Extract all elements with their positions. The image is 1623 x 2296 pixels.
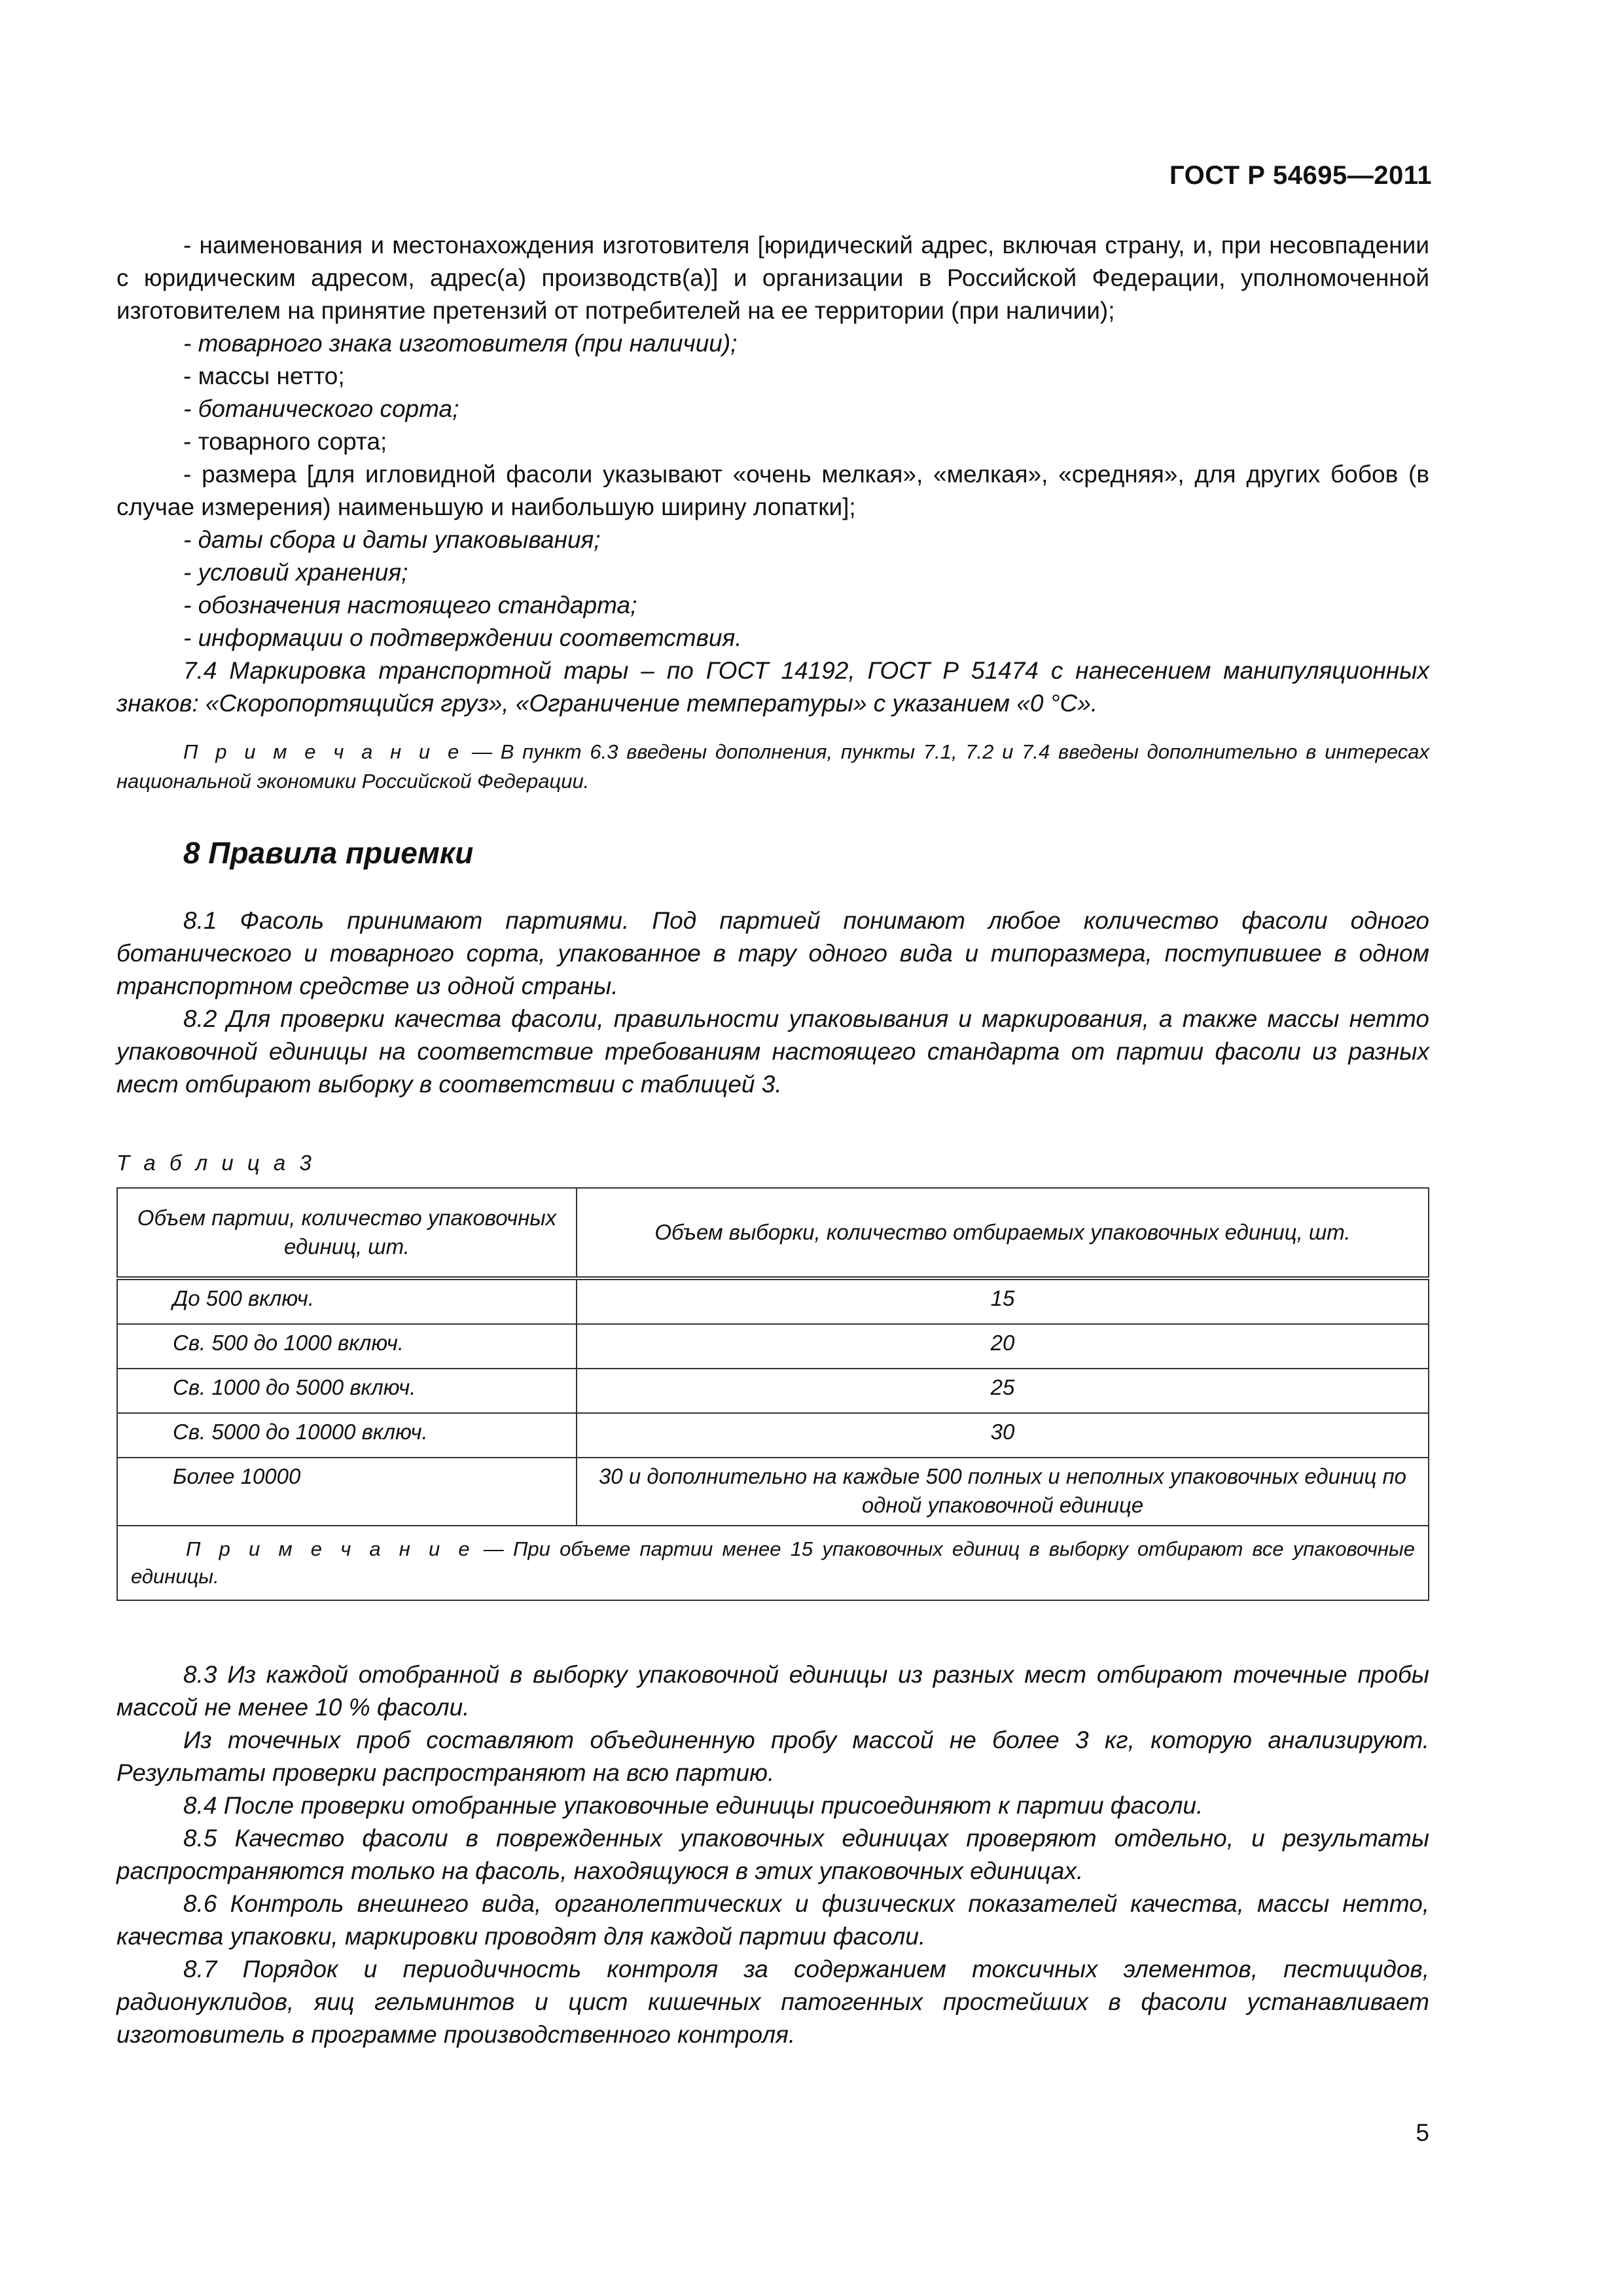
list-item-conformity: - информации о подтверждении соответствия. [183,624,742,651]
section-title: 8 Правила приемки [183,836,474,870]
list-item-net-mass: - массы нетто; [183,363,345,389]
list-item-storage: - условий хранения; [183,559,408,586]
table-cell-sample: 25 [577,1369,1429,1413]
table-row [117,1458,1429,1526]
table-note-row [117,1526,1429,1600]
table-cell-sample: 30 [577,1413,1429,1458]
list-item-botanical-variety: - ботанического сорта; [183,395,459,422]
list-item-trademark: - товарного знака изготовителя (при наличии); [183,330,738,357]
table-cell-lot: Св. 5000 до 10000 включ. [117,1413,577,1458]
clause-8-4: 8.4 После проверки отобранные упаковочные единицы присоединяют к партии фасоли. [183,1792,1204,1819]
list-item-commercial-grade: - товарного сорта; [183,428,387,455]
table-row [117,1369,1429,1413]
table-note-text: — При объеме партии менее 15 упаковочных единиц в выборку отбирают все упаковочные единицы. [131,1537,1415,1588]
note-section-7 [116,737,1429,796]
note-label: П р и м е ч а н и е [183,740,464,763]
table-cell-sample: 15 [577,1278,1429,1324]
clause-8-5: 8.5 Качество фасоли в поврежденных упаковочных единицах проверяют отдельно, и результаты распространяются только на фасоль, находящуюся в этих упаковочных единицах. [116,1825,1429,1884]
page-number: 5 [1416,2119,1429,2146]
table-cell-lot: Более 10000 [117,1458,577,1526]
note-text: — В пункт 6.3 введены дополнения, пункты 7.1, 7.2 и 7.4 введены дополнительно в интересах национальной экономики Российской Федерации. [116,740,1429,793]
table-cell-lot: Св. 1000 до 5000 включ. [117,1369,577,1413]
sampling-table [116,1187,1429,1601]
page-content [116,229,1429,2051]
list-item-size: - размера [для игловидной фасоли указывают «очень мелкая», «мелкая», «средняя», для других бобов (в случае измерения) наименьшую и наибольшую ширину лопатки]; [116,461,1429,520]
table-caption: Т а б л и ц а 3 [116,1151,315,1175]
table-row [117,1278,1429,1324]
table-cell-lot: Св. 500 до 1000 включ. [117,1324,577,1369]
table-header-lot: Объем партии, количество упаковочных единиц, шт. [117,1188,577,1278]
table-header-row [117,1188,1429,1278]
list-item-manufacturer: - наименования и местонахождения изготовителя [юридический адрес, включая страну, и, при несовпадении с юридическим адресом, адрес(а) производств(а)] и организации в Российской Федерации, уполномоченной изготовителем на принятие претензий от потребителей на ее территории (при наличии); [116,232,1429,324]
table-cell-sample: 30 и дополнительно на каждые 500 полных и неполных упаковочных единиц по одной упаковочной единице [577,1458,1429,1526]
list-item-dates: - даты сбора и даты упаковывания; [183,526,601,553]
list-item-standard-designation: - обозначения настоящего стандарта; [183,592,637,619]
table-header-sample: Объем выборки, количество отбираемых упаковочных единиц, шт. [577,1188,1429,1278]
table-row [117,1324,1429,1369]
table-row [117,1413,1429,1458]
clause-8-2: 8.2 Для проверки качества фасоли, правильности упаковывания и маркирования, а также массы нетто упаковочной единицы на соответствие требованиям настоящего стандарта от партии фасоли из разных мест отбирают выборку в соответствии с таблицей 3. [116,1005,1429,1098]
clause-8-1: 8.1 Фасоль принимают партиями. Под партией понимают любое количество фасоли одного ботанического и товарного сорта, упакованное в тару одного вида и типоразмера, поступившее в одном транспортном средстве из одной страны. [116,907,1429,999]
clause-8-7: 8.7 Порядок и периодичность контроля за содержанием токсичных элементов, пестицидов, радионуклидов, яиц гельминтов и цист кишечных патогенных простейших в фасоли устанавливает изготовитель в программе производственного контроля. [116,1956,1429,2048]
table-note [117,1526,1429,1600]
clause-8-3: 8.3 Из каждой отобранной в выборку упаковочной единицы из разных мест отбирают точечные пробы массой не менее 10 % фасоли. [116,1661,1429,1721]
table-note-label: П р и м е ч а н и е [186,1537,474,1560]
clause-7-4: 7.4 Маркировка транспортной тары – по ГОСТ 14192, ГОСТ Р 51474 с нанесением манипуляционных знаков: «Скоропортящийся груз», «Ограничение температуры» с указанием «0 °С». [116,657,1429,717]
clause-8-3-continued: Из точечных проб составляют объединенную пробу массой не более 3 кг, которую анализируют. Результаты проверки распространяют на всю партию. [116,1727,1429,1786]
table-cell-lot: До 500 включ. [117,1278,577,1324]
table-cell-sample: 20 [577,1324,1429,1369]
document-code: ГОСТ Р 54695—2011 [1169,161,1432,190]
clause-8-6: 8.6 Контроль внешнего вида, органолептических и физических показателей качества, массы нетто, качества упаковки, маркировки проводят для каждой партии фасоли. [116,1890,1429,1950]
